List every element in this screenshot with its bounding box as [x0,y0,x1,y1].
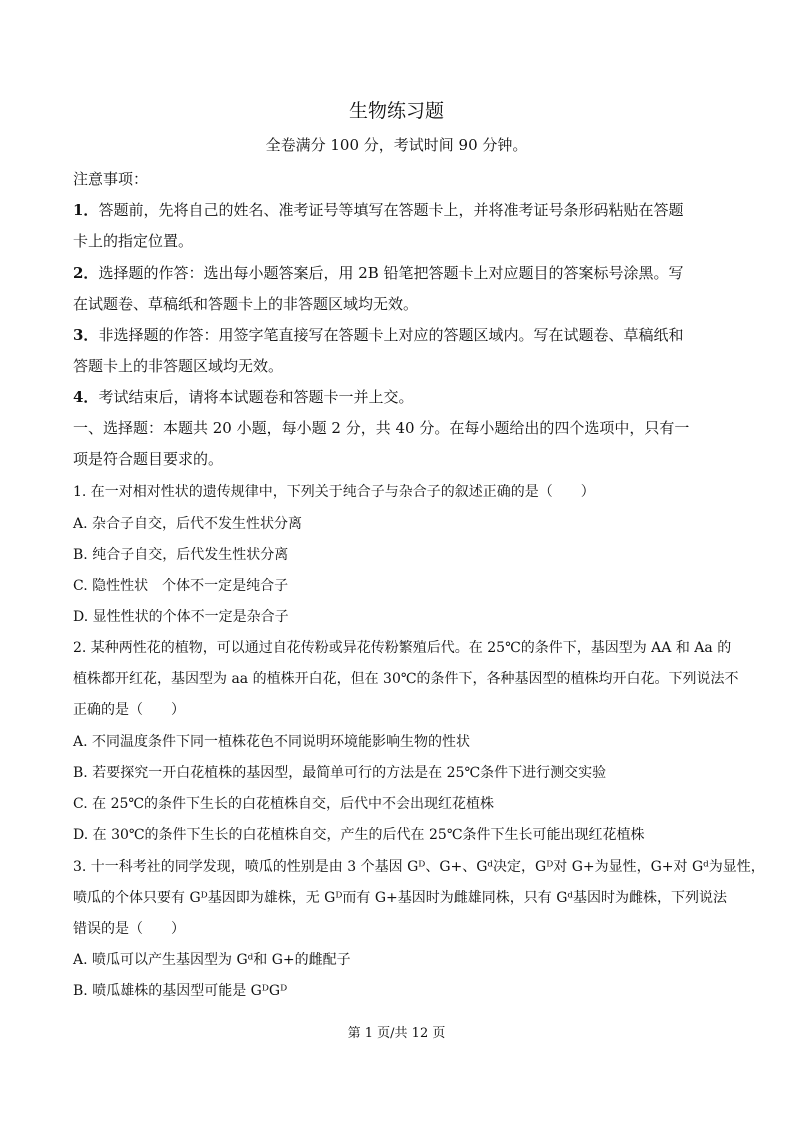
notice-item-4 [73,386,413,407]
notice-text: 非选择题的作答：用签字笔直接写在答题卡上对应的答题区域内。写在试题卷、草稿纸和 [98,326,684,344]
question-3-stem-cont: 错误的是（ ） [73,921,185,937]
exam-info: 全卷满分 100 分，考试时间 90 分钟。 [265,136,528,154]
notice-item-2 [73,262,684,283]
question-3-stem: 3. 十一科考社的同学发现，喷瓜的性别是由 3 个基因 Gᴰ、G+、Gᵈ决定，Gᴰ对 G+为显性，G+对 Gᵈ为显性， [73,859,765,875]
page-title: 生物练习题 [348,100,444,122]
question-3-option-a: A. 喷瓜可以产生基因型为 Gᵈ和 G+的雌配子 [73,952,351,968]
notice-item-3 [73,324,683,345]
question-2-option-d: D. 在 30℃的条件下生长的白花植株自交，产生的后代在 25℃条件下生长可能出现红花植株 [73,827,645,843]
question-1-option-c: C. 隐性性状 个体不一定是纯合子 [73,578,289,594]
question-1-option-d: D. 显性性状的个体不一定是杂合子 [73,609,289,625]
notice-number: 3． [73,326,99,344]
question-2-stem-cont: 正确的是（ ） [73,702,185,718]
notice-item-1 [73,199,683,220]
notice-item-3-cont: 答题卡上的非答题区域均无效。 [73,357,284,375]
notice-text: 选择题的作答：选出每小题答案后，用 2B 铅笔把答题卡上对应题目的答案标号涂黑。写 [98,264,684,282]
question-2-option-c: C. 在 25℃的条件下生长的白花植株自交，后代中不会出现红花植株 [73,796,495,812]
question-3-option-b: B. 喷瓜雄株的基因型可能是 GᴰGᴰ [73,983,288,999]
section-heading: 一、选择题：本题共 20 小题，每小题 2 分，共 40 分。在每小题给出的四个选项中，只有一 [73,419,690,437]
question-1-option-b: B. 纯合子自交，后代发生性状分离 [73,547,289,563]
question-2-option-a: A. 不同温度条件下同一植株花色不同说明环境能影响生物的性状 [73,734,471,750]
notice-item-2-cont: 在试题卷、草稿纸和答题卡上的非答题区域均无效。 [73,295,419,313]
question-2-option-b: B. 若要探究一开白花植株的基因型，最简单可行的方法是在 25℃条件下进行测交实验 [73,765,607,781]
notice-item-1-cont: 卡上的指定位置。 [73,232,194,250]
page-number: 第 1 页/共 12 页 [347,1026,446,1041]
question-2-stem: 2. 某种两性花的植物，可以通过自花传粉或异花传粉繁殖后代。在 25℃的条件下，基因型为 AA 和 Aa 的 [73,640,732,656]
notice-number: 2． [73,264,99,282]
question-3-stem-cont: 喷瓜的个体只要有 Gᴰ基因即为雄株，无 Gᴰ而有 G+基因时为雌雄同株，只有 Gᵈ基因时为雌株，下列说法 [73,890,727,906]
section-heading-cont: 项是符合题目要求的。 [73,450,224,468]
question-1-stem: 1. 在一对相对性状的遗传规律中，下列关于纯合子与杂合子的叙述正确的是（ ） [73,484,595,500]
notice-heading: 注意事项： [73,170,149,188]
notice-number: 1． [73,201,99,219]
notice-text: 考试结束后，请将本试题卷和答题卡一并上交。 [98,388,414,406]
notice-number: 4． [73,388,99,406]
question-2-stem-cont: 植株都开红花，基因型为 aa 的植株开白花，但在 30℃的条件下，各种基因型的植株均开白花。下列说法不 [73,671,739,687]
question-1-option-a: A. 杂合子自交，后代不发生性状分离 [73,516,303,532]
notice-text: 答题前，先将自己的姓名、准考证号等填写在答题卡上，并将准考证号条形码粘贴在答题 [98,201,684,219]
